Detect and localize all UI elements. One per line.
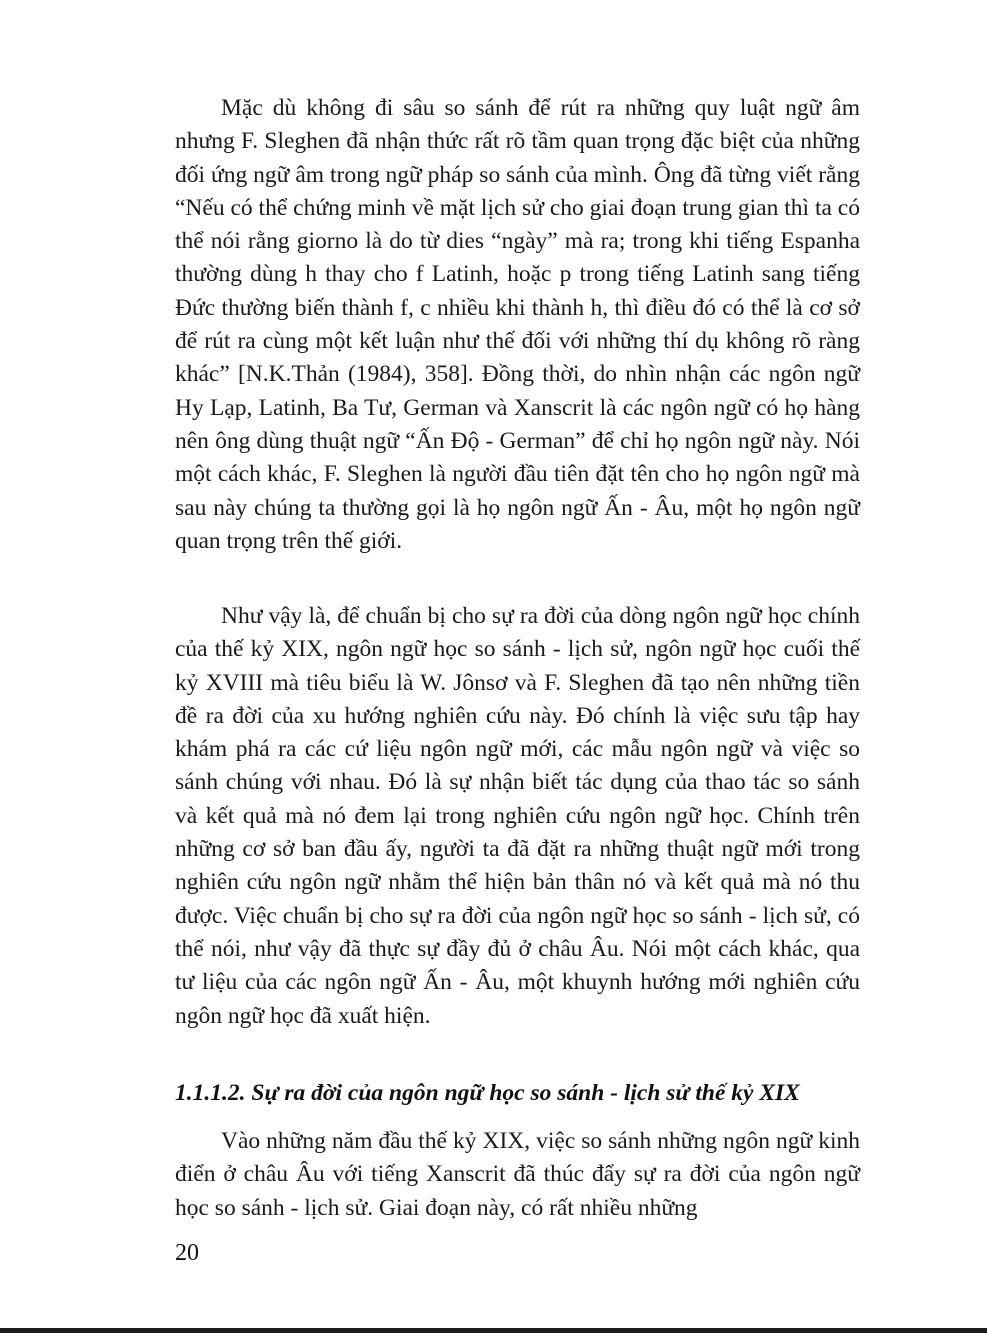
scan-bottom-border — [0, 1328, 987, 1333]
section-heading: 1.1.1.2. Sự ra đời của ngôn ngữ học so sánh - lịch sử thế kỷ XIX — [175, 1080, 800, 1106]
body-text-block — [175, 600, 860, 1033]
body-text-block — [175, 1125, 860, 1225]
page-number: 20 — [175, 1240, 199, 1266]
paragraph-sleghen: Mặc dù không đi sâu so sánh để rút ra những quy luật ngữ âm nhưng F. Sleghen đã nhận thức rất rõ tầm quan trọng đặc biệt của những đối ứng ngữ âm trong ngữ pháp so sánh của mình. Ông đã từng viết rằng “Nếu có thể chứng minh về mặt lịch sử cho giai đoạn trung gian thì ta có thể nói rằng giorno là do từ dies “ngày” mà ra; trong khi tiếng Espanha thường dùng h thay cho f Latinh, hoặc p trong tiếng Latinh sang tiếng Đức thường biến thành f, c nhiều khi thành h, thì điều đó có thể là cơ sở để rút ra cùng một kết luận như thế đối với những thí dụ không rõ ràng khác” [N.K.Thản (1984), 358]. Đồng thời, do nhìn nhận các ngôn ngữ Hy Lạp, Latinh, Ba Tư, German và Xanscrit là các ngôn ngữ có họ hàng nên ông dùng thuật ngữ “Ấn Độ - German” để chỉ họ ngôn ngữ này. Nói một cách khác, F. Sleghen là người đầu tiên đặt tên cho họ ngôn ngữ mà sau này chúng ta thường gọi là họ ngôn ngữ Ấn - Âu, một họ ngôn ngữ quan trọng trên thế giới. — [175, 95, 860, 554]
paragraph-preparation: Như vậy là, để chuẩn bị cho sự ra đời của dòng ngôn ngữ học chính của thế kỷ XIX, ngôn ngữ học so sánh - lịch sử, ngôn ngữ học cuối thế kỷ XVIII mà tiêu biểu là W. Jônsơ và F. Sleghen đã tạo nên những tiền đề ra đời của xu hướng nghiên cứu này. Đó chính là việc sưu tập hay khám phá ra các cứ liệu ngôn ngữ mới, các mẫu ngôn ngữ và việc so sánh chúng với nhau. Đó là sự nhận biết tác dụng của thao tác so sánh và kết quả mà nó đem lại trong nghiên cứu ngôn ngữ học. Chính trên những cơ sở ban đầu ấy, người ta đã đặt ra những thuật ngữ mới trong nghiên cứu ngôn ngữ nhằm thể hiện bản thân nó và kết quả mà nó thu được. Việc chuẩn bị cho sự ra đời của ngôn ngữ học so sánh - lịch sử, có thể nói, như vậy đã thực sự đầy đủ ở châu Âu. Nói một cách khác, qua tư liệu của các ngôn ngữ Ấn - Âu, một khuynh hướng mới nghiên cứu ngôn ngữ học đã xuất hiện. — [175, 603, 860, 1029]
paragraph-nineteenth-century: Vào những năm đầu thế kỷ XIX, việc so sánh những ngôn ngữ kinh điển ở châu Âu với tiếng Xanscrit đã thúc đẩy sự ra đời của ngôn ngữ học so sánh - lịch sử. Giai đoạn này, có rất nhiều những — [175, 1128, 860, 1221]
body-text-block — [175, 92, 860, 558]
